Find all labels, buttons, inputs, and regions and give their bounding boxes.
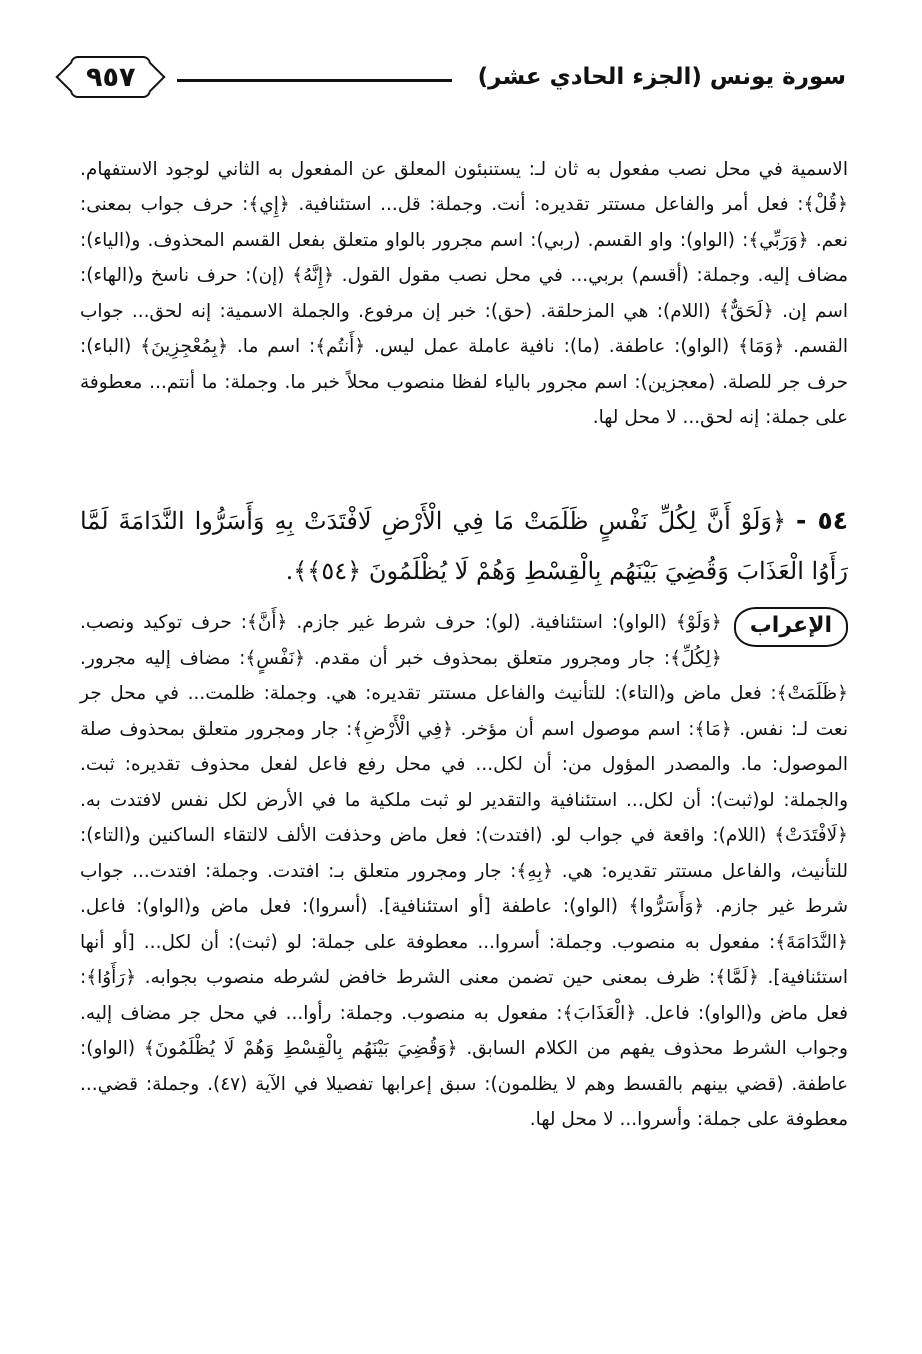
irab-text: ﴿وَلَوْ﴾ (الواو): استئنافية. (لو): حرف شرط غير جازم. ﴿أَنَّ﴾: حرف توكيد ونصب. ﴿لِكُلِّ﴾: جار ومجرور متعلق بمحذوف خبر أن مقدم. ﴿نَفْسٍ﴾: مضاف إليه مجرور. ﴿ظَلَمَتْ﴾: فعل ماض و(التاء): للتأنيث والفاعل مستتر تقديره: هي. وجملة: ظلمت... في محل جر نعت لـ: نفس. ﴿مَا﴾: اسم موصول اسم أن مؤخر. ﴿فِي الْأَرْضِ﴾: جار ومجرور متعلق بمحذوف صلة الموصول: ما. والمصدر المؤول من: أن لكل... في محل رفع فاعل لفعل محذوف تقديره: ثبت. والجملة: لو(ثبت): أن لكل... استئنافية والتقدير لو ثبت ملكية ما في الأرض لكل نفس لافتدت به. ﴿لَافْتَدَتْ﴾ (اللام): واقعة في جواب لو. (افتدت): فعل ماض وحذفت الألف لالتقاء الساكنين و(التاء): للتأنيث، والفاعل مستتر تقديره: هي. ﴿بِهِ﴾: جار ومجرور متعلق بـ: افتدت. وجملة: افتدت... جواب شرط غير جازم. ﴿وَأَسَرُّوا﴾ (الواو): عاطفة [أو استئنافية]. (أسروا): فعل ماض و(الواو): فاعل. ﴿النَّدَامَةَ﴾: مفعول به منصوب. وجملة: أسروا... معطوفة على جملة: لو (ثبت): أن لكل... [أو أنها استئنافية]. ﴿لَمَّا﴾: ظرف بمعنى حين تضمن معنى الشرط خافض لشرطه منصوب بجوابه. ﴿رَأَوُا﴾: فعل ماض و(الواو): فاعل. ﴿الْعَذَابَ﴾: مفعول به منصوب. وجملة: رأوا... في محل جر مضاف إليه. وجواب الشرط محذوف يفهم من الكلام السابق. ﴿وَقُضِيَ بَيْنَهُم بِالْقِسْطِ وَهُمْ لَا يُظْلَمُونَ﴾ (الواو): عاطفة. (قضي بينهم بالقسط وهم لا يظلمون): سبق إعرابها تفصيلا في الآية (٤٧). وجملة: قضي... معطوفة على جملة: وأسروا... لا محل لها.: [80, 612, 848, 1130]
intro-paragraph: الاسمية في محل نصب مفعول به ثان لـ: يستنبئون المعلق عن المفعول به الثاني لوجود الاستفهام. ﴿قُلْ﴾: فعل أمر والفاعل مستتر تقديره: أنت. وجملة: قل... استئنافية. ﴿إِي﴾: حرف جواب بمعنى: نعم. ﴿وَرَبِّي﴾: (الواو): واو القسم. (ربي): اسم مجرور بالواو متعلق بفعل القسم المحذوف. و(الياء): مضاف إليه. وجملة: (أقسم) بربي... في محل نصب مقول القول. ﴿إِنَّهُ﴾ (إن): حرف ناسخ و(الهاء): اسم إن. ﴿لَحَقٌّ﴾ (اللام): هي المزحلقة. (حق): خبر إن مرفوع. والجملة الاسمية: إنه لحق... جواب القسم. ﴿وَمَا﴾ (الواو): عاطفة. (ما): نافية عاملة عمل ليس. ﴿أَنتُم﴾: اسم ما. ﴿بِمُعْجِزِينَ﴾ (الباء): حرف جر للصلة. (معجزين): اسم مجرور بالياء لفظا منصوب محلاً خبر ما. وجملة: ما أنتم... معطوفة على جملة: إنه لحق... لا محل لها.: [80, 158, 848, 428]
verse-text: ﴿وَلَوْ أَنَّ لِكُلِّ نَفْسٍ ظَلَمَتْ مَا فِي الْأَرْضِ لَافْتَدَتْ بِهِ وَأَسَرُّوا النَّدَامَةَ لَمَّا رَأَوُا الْعَذَابَ وَقُضِيَ بَيْنَهُم بِالْقِسْطِ وَهُمْ لَا يُظْلَمُونَ ﴿٥٤﴾﴾.: [80, 507, 848, 585]
irab-section: [80, 605, 848, 1138]
page-number-badge: [70, 56, 151, 98]
page-header: [70, 52, 846, 102]
page-number: ٩٥٧: [86, 62, 136, 93]
quran-verse: [80, 496, 848, 596]
running-title: سورة يونس (الجزء الحادي عشر): [477, 64, 846, 90]
irab-label-badge: الإعراب: [734, 607, 848, 647]
verse-number: ٥٤ -: [796, 506, 848, 535]
header-rule: [177, 79, 451, 82]
